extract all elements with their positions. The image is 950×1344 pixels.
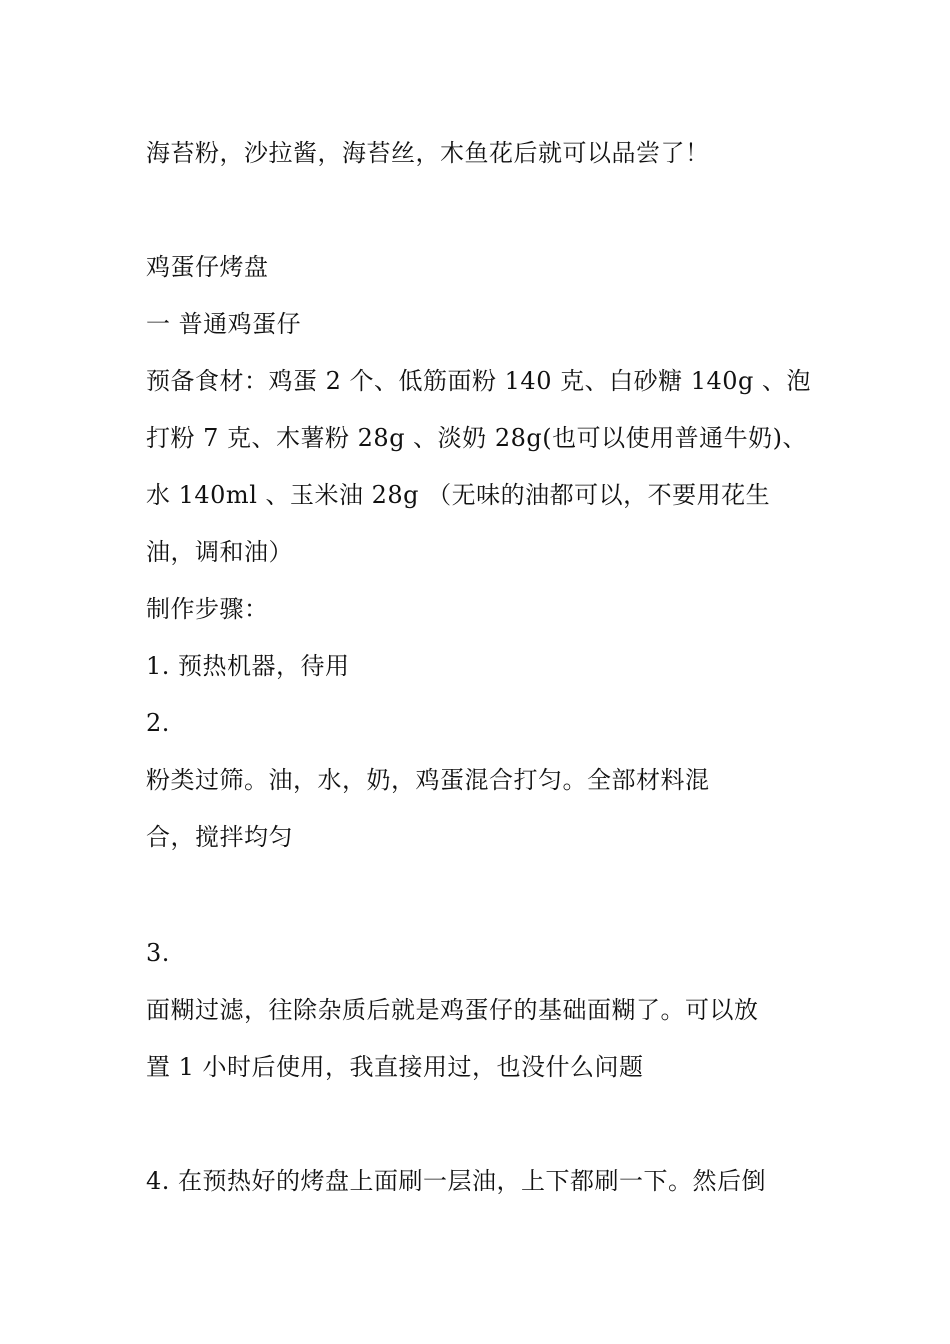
step-2-text-line-2: 合，搅拌均匀 <box>146 823 293 851</box>
ingredients-line-3: 水 140ml 、玉米油 28g （无味的油都可以，不要用花生 <box>146 481 771 509</box>
step-1: 1. 预热机器，待用 <box>146 652 350 680</box>
ingredients-line-2: 打粉 7 克、木薯粉 28g 、淡奶 28g(也可以使用普通牛奶)、 <box>146 424 807 452</box>
text-line-intro: 海苔粉，沙拉酱，海苔丝，木鱼花后就可以品尝了！ <box>146 139 710 167</box>
ingredients-line-4: 油，调和油） <box>146 538 293 566</box>
ingredients-line-1: 预备食材：鸡蛋 2 个、低筋面粉 140 克、白砂糖 140g 、泡 <box>146 367 812 395</box>
section-title: 鸡蛋仔烤盘 <box>146 253 269 281</box>
subsection-title: 一 普通鸡蛋仔 <box>146 310 302 338</box>
step-3-number: 3. <box>146 939 170 967</box>
step-4-text-line-1: 4. 在预热好的烤盘上面刷一层油，上下都刷一下。然后倒 <box>146 1167 767 1195</box>
step-3-text-line-1: 面糊过滤，往除杂质后就是鸡蛋仔的基础面糊了。可以放 <box>146 996 759 1024</box>
steps-heading: 制作步骤： <box>146 595 269 623</box>
step-2-text-line-1: 粉类过筛。油，水，奶，鸡蛋混合打匀。全部材料混 <box>146 766 710 794</box>
step-3-text-line-2: 置 1 小时后使用，我直接用过，也没什么问题 <box>146 1053 644 1081</box>
step-2-number: 2. <box>146 709 170 737</box>
